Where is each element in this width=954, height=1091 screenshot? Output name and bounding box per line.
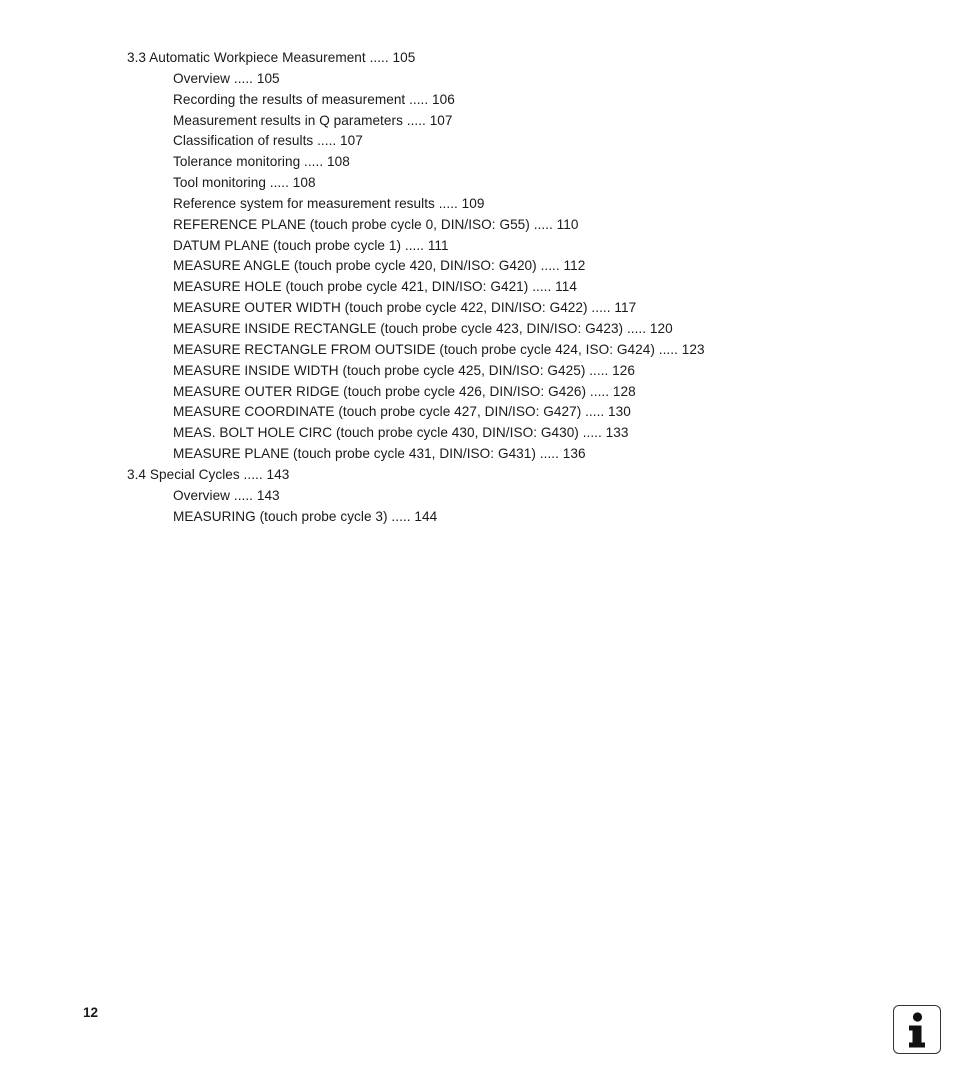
toc-entry[interactable]: MEASURE INSIDE RECTANGLE (touch probe cycle 423, DIN/ISO: G423) ..... 120 <box>173 320 673 336</box>
toc-section-3-4[interactable]: 3.4 Special Cycles ..... 143 <box>127 466 290 482</box>
toc-entry[interactable]: MEASURE PLANE (touch probe cycle 431, DIN/ISO: G431) ..... 136 <box>173 446 586 462</box>
toc-entry[interactable]: MEASURE INSIDE WIDTH (touch probe cycle 425, DIN/ISO: G425) ..... 126 <box>173 362 636 378</box>
toc-entry[interactable]: Recording the results of measurement ..... 106 <box>173 91 455 107</box>
toc-entry[interactable]: Tool monitoring ..... 108 <box>173 175 316 191</box>
toc-entry[interactable]: MEASURE COORDINATE (touch probe cycle 427, DIN/ISO: G427) ..... 130 <box>173 404 631 420</box>
toc-entry[interactable]: MEASURING (touch probe cycle 3) ..... 144 <box>173 508 438 524</box>
toc-entry[interactable]: MEAS. BOLT HOLE CIRC (touch probe cycle 430, DIN/ISO: G430) ..... 133 <box>173 425 629 441</box>
toc-entry[interactable]: Measurement results in Q parameters ..... 107 <box>173 112 453 128</box>
toc-entry[interactable]: DATUM PLANE (touch probe cycle 1) ..... 111 <box>173 237 449 253</box>
page-number: 12 <box>83 1005 99 1020</box>
toc-entry[interactable]: MEASURE RECTANGLE FROM OUTSIDE (touch probe cycle 424, ISO: G424) ..... 123 <box>173 341 705 357</box>
toc-entry[interactable]: REFERENCE PLANE (touch probe cycle 0, DIN/ISO: G55) ..... 110 <box>173 216 579 232</box>
toc-entry[interactable]: MEASURE HOLE (touch probe cycle 421, DIN/ISO: G421) ..... 114 <box>173 279 577 295</box>
table-of-contents <box>127 48 887 527</box>
toc-entry[interactable]: Overview ..... 143 <box>173 487 280 503</box>
info-icon <box>893 1005 941 1054</box>
toc-entry[interactable]: Tolerance monitoring ..... 108 <box>173 154 350 170</box>
toc-section-3-3[interactable]: 3.3 Automatic Workpiece Measurement ..... 105 <box>127 50 416 65</box>
toc-entry[interactable]: MEASURE ANGLE (touch probe cycle 420, DIN/ISO: G420) ..... 112 <box>173 258 586 274</box>
toc-entry[interactable]: Classification of results ..... 107 <box>173 133 363 149</box>
toc-entry[interactable]: MEASURE OUTER RIDGE (touch probe cycle 426, DIN/ISO: G426) ..... 128 <box>173 383 636 399</box>
toc-entry[interactable]: Overview ..... 105 <box>173 70 280 86</box>
toc-entry[interactable]: Reference system for measurement results ..... 109 <box>173 195 485 211</box>
toc-entry[interactable]: MEASURE OUTER WIDTH (touch probe cycle 422, DIN/ISO: G422) ..... 117 <box>173 300 637 316</box>
info-icon-glyph <box>894 1006 939 1052</box>
